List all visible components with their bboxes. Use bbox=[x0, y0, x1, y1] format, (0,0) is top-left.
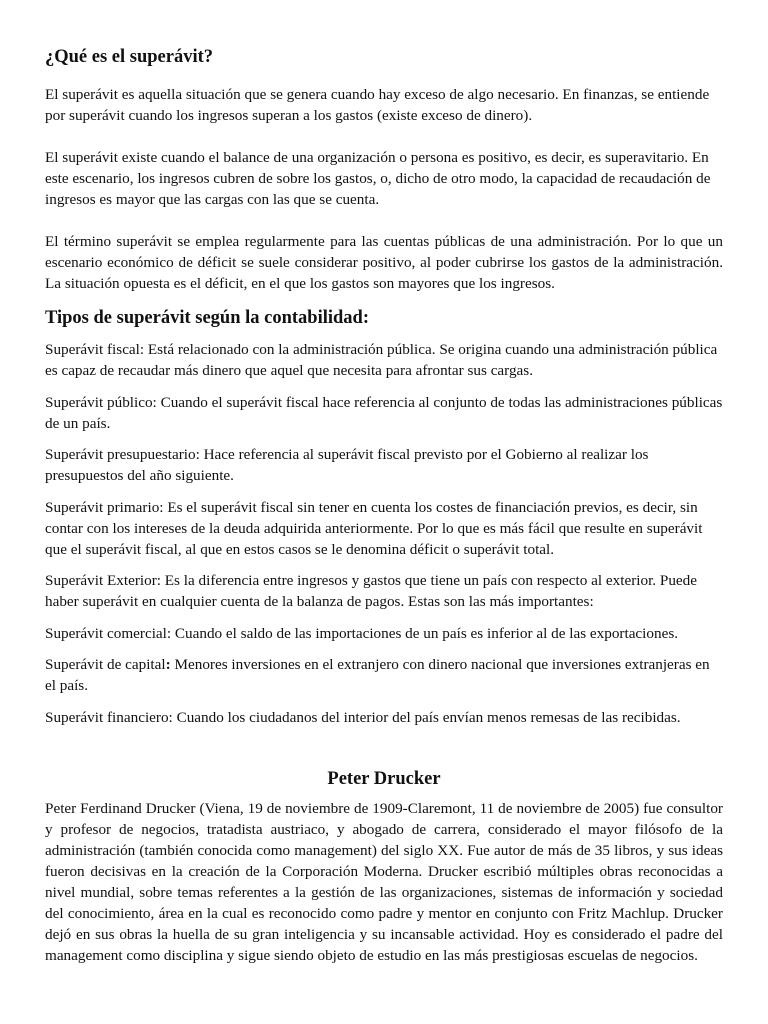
paragraph-definition: El superávit es aquella situación que se genera cuando hay exceso de algo necesario. En finanzas, se entiende por superávit cuando los ingresos superan a los gastos (existe exceso de dinero). bbox=[45, 86, 710, 124]
paragraph-public-accounts: El término superávit se emplea regularmente para las cuentas públicas de una administración. Por lo que un escenario económico de déficit se suele considerar positivo, al poder cubrirse los gastos de la administración. La situación opuesta es el déficit, en el que los gastos son mayores que los ingresos. bbox=[45, 233, 723, 292]
capital-text: Menores inversiones en el extranjero con dinero nacional que inversiones extranjeras en el país. bbox=[45, 656, 710, 694]
list-item-comercial: Superávit comercial: Cuando el saldo de las importaciones de un país es inferior al de las exportaciones. bbox=[45, 624, 679, 642]
list-item-publico: Superávit público: Cuando el superávit fiscal hace referencia al conjunto de todas las administraciones públicas de un país. bbox=[45, 393, 723, 432]
list-item-primario: Superávit primario: Es el superávit fiscal sin tener en cuenta los costes de financiación previos, es decir, sin contar con los intereses de la deuda adquirida anteriormente. Por lo que es más fácil que resulte en superávit que el superávit fiscal, al que en estos casos se le denomina déficit o superávit total. bbox=[45, 498, 703, 558]
section-heading-que-es-superavit: ¿Qué es el superávit? bbox=[45, 47, 214, 67]
list-item-fiscal: Superávit fiscal: Está relacionado con la administración pública. Se origina cuando una administración pública es capaz de recaudar más dinero que aquel que necesita para afrontar sus cargas. bbox=[45, 341, 718, 379]
list-item-presupuestario: Superávit presupuestario: Hace referencia al superávit fiscal previsto por el Gobierno al realizar los presupuestos del año siguiente. bbox=[45, 446, 649, 484]
capital-colon: : bbox=[165, 656, 171, 673]
capital-term: Superávit de capital bbox=[45, 656, 166, 673]
paragraph-balance: El superávit existe cuando el balance de una organización o persona es positivo, es decir, es superavitario. En este escenario, los ingresos cubren de sobre los gastos, o, dicho de otro modo, la capacidad de recaudación de ingresos es mayor que las cargas con las que se cuenta. bbox=[45, 149, 711, 208]
paragraph-peter-drucker: Peter Ferdinand Drucker (Viena, 19 de noviembre de 1909-Claremont, 11 de noviembre de 2005) fue consultor y profesor de negocios, tratadista austriaco, y abogado de carrera, considerado el mayor filósofo de la administración (también conocida como management) del siglo XX. Fue autor de más de 35 libros, y sus ideas fueron decisivas en la creación de la Corporación Moderna. Drucker escribió múltiples obras reconocidas a nivel mundial, sobre temas referentes a la gestión de las organizaciones, sistemas de información y sociedad del conocimiento, área en la cual es reconocido como padre y mentor en conjunto con Fritz Machlup. Drucker dejó en sus obras la huella de su gran inteligencia y su incansable actividad. Hoy es considerado el padre del management como disciplina y sigue siendo objeto de estudio en las más prestigiosas escuelas de negocios. bbox=[45, 799, 723, 964]
list-item-financiero: Superávit financiero: Cuando los ciudadanos del interior del país envían menos remesas de las recibidas. bbox=[45, 708, 681, 726]
section-heading-tipos-superavit: Tipos de superávit según la contabilidad: bbox=[45, 308, 369, 328]
list-item-exterior: Superávit Exterior: Es la diferencia entre ingresos y gastos que tiene un país con respecto al exterior. Puede haber superávit en cualquier cuenta de la balanza de pagos. Estas son las más importantes: bbox=[45, 572, 698, 610]
list-item-capital bbox=[45, 654, 723, 696]
document-page bbox=[45, 44, 723, 966]
section-heading-peter-drucker: Peter Drucker bbox=[327, 768, 441, 789]
